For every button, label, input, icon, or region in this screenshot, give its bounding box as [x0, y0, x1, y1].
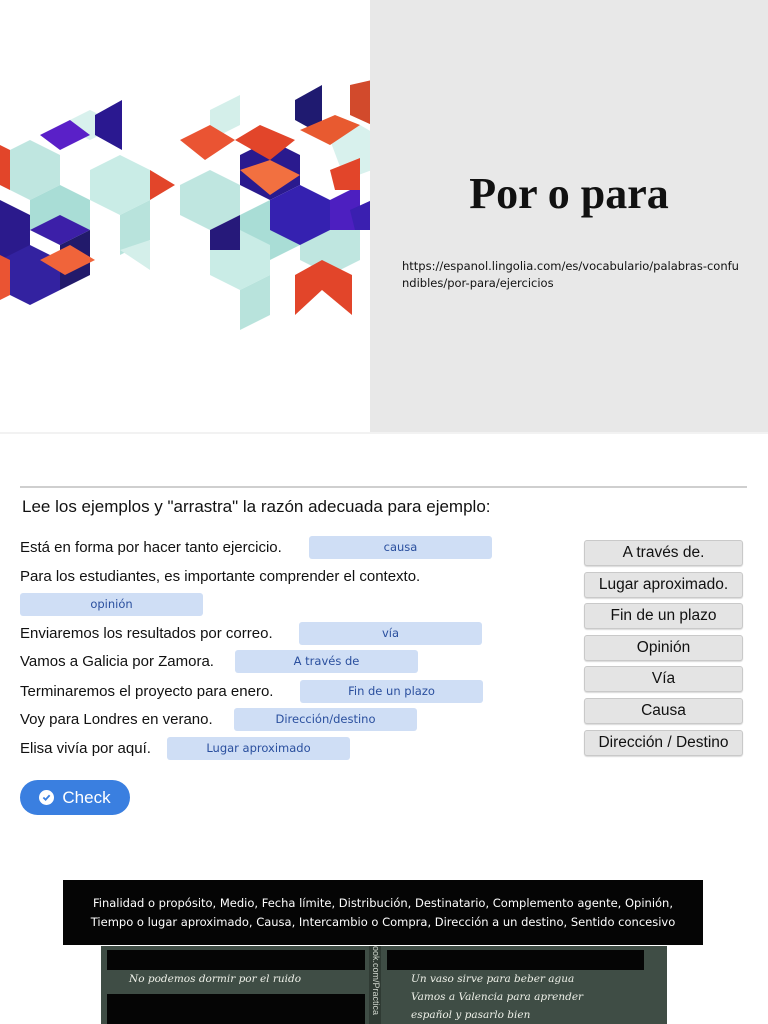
example-sentence: Elisa vivía por aquí.: [20, 740, 151, 757]
chalk-text: Un vaso sirve para beber agua: [411, 973, 575, 985]
answer-dropzone[interactable]: causa: [309, 536, 492, 559]
chalk-text: Vamos a Valencia para aprender: [411, 991, 584, 1003]
option-a-traves-de[interactable]: A través de.: [584, 540, 743, 566]
redaction-bar: [107, 994, 365, 1024]
answer-dropzone[interactable]: vía: [299, 622, 482, 645]
redaction-bar: [387, 950, 644, 970]
chalk-text: español y pasarlo bien: [411, 1009, 531, 1021]
answer-dropzone[interactable]: A través de: [235, 650, 418, 673]
answer-dropzone[interactable]: Dirección/destino: [234, 708, 417, 731]
option-lugar-aproximado[interactable]: Lugar aproximado.: [584, 572, 743, 598]
answer-dropzone[interactable]: opinión: [20, 593, 203, 616]
option-direccion-destino[interactable]: Dirección / Destino: [584, 730, 743, 756]
example-sentence: Para los estudiantes, es importante comprender el contexto.: [20, 568, 421, 585]
check-button-label: Check: [62, 787, 111, 807]
answer-dropzone[interactable]: Lugar aproximado: [167, 737, 350, 760]
option-causa[interactable]: Causa: [584, 698, 743, 724]
example-sentence: Está en forma por hacer tanto ejercicio.: [20, 539, 282, 556]
chalkboard-image: [101, 946, 667, 1024]
slide-title: Por o para: [469, 169, 669, 218]
check-button[interactable]: [20, 780, 130, 815]
check-circle-icon: [39, 790, 54, 805]
source-url[interactable]: https://espanol.lingolia.com/es/vocabulario/palabras-confundibles/por-para/ejercicios: [402, 259, 739, 290]
geometric-cube-pattern: [0, 80, 372, 330]
option-opinion[interactable]: Opinión: [584, 635, 743, 661]
example-sentence: Enviaremos los resultados por correo.: [20, 625, 273, 642]
example-sentence: Terminaremos el proyecto para enero.: [20, 683, 274, 700]
summary-line: Finalidad o propósito, Medio, Fecha límite, Distribución, Destinatario, Complemento agente, Opinión,: [92, 896, 673, 910]
example-sentence: Vamos a Galicia por Zamora.: [20, 653, 214, 670]
exercise-instruction: Lee los ejemplos y "arrastra" la razón adecuada para ejemplo:: [22, 497, 491, 516]
summary-line: Tiempo o lugar aproximado, Causa, Intercambio o Compra, Dirección a un destino, Sentido concesivo: [90, 915, 676, 929]
option-via[interactable]: Vía: [584, 666, 743, 692]
uses-summary-box: [63, 880, 703, 945]
chalk-text: No podemos dormir por el ruido: [129, 973, 302, 985]
answer-dropzone[interactable]: Fin de un plazo: [300, 680, 483, 703]
title-slide: [0, 0, 768, 432]
redaction-bar: [107, 950, 365, 970]
exercise-slide: [0, 434, 768, 874]
divider: [20, 486, 747, 488]
chalkboard-vertical-text: ook.com/Practica: [369, 946, 381, 1024]
example-sentence: Voy para Londres en verano.: [20, 711, 213, 728]
option-fin-de-un-plazo[interactable]: Fin de un plazo: [584, 603, 743, 629]
